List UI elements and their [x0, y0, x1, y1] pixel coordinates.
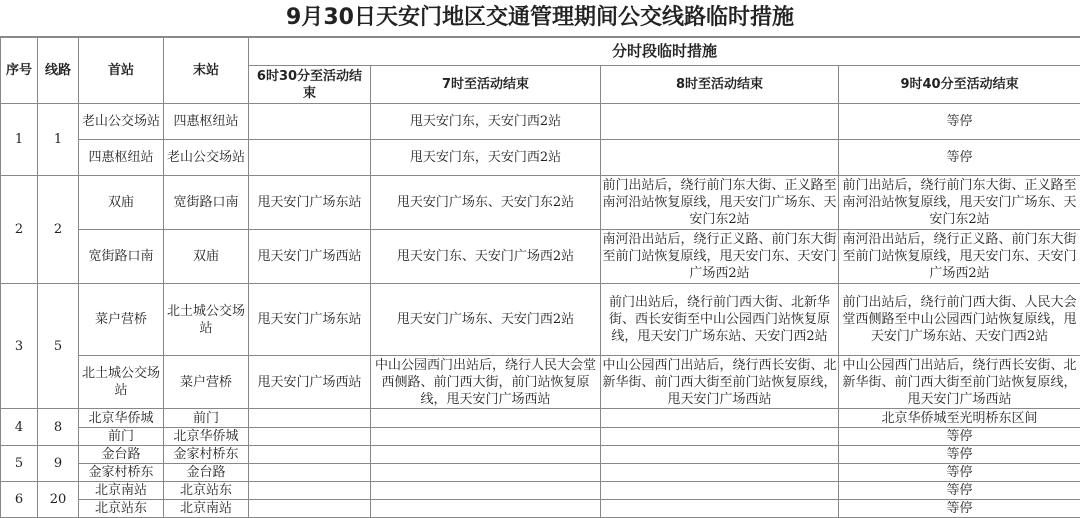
t1-cell: [249, 482, 371, 500]
last-stop-cell: 北京南站: [164, 500, 249, 518]
t2-cell: [371, 464, 601, 482]
line-cell: 2: [38, 176, 79, 284]
seq-cell: 4: [1, 409, 38, 446]
table-row: [1, 104, 1080, 140]
line-cell: 9: [38, 446, 79, 482]
first-stop-cell: 北京华侨城: [79, 409, 164, 428]
t2-cell: [371, 446, 601, 464]
first-stop-cell: 金家村桥东: [79, 464, 164, 482]
first-stop-cell: 北京站东: [79, 500, 164, 518]
header-t4: 9时40分至活动结束: [839, 66, 1080, 104]
first-stop-cell: 菜户营桥: [79, 284, 164, 356]
header-row-1: [1, 38, 1080, 66]
t1-cell: 甩天安门广场西站: [249, 230, 371, 284]
t1-cell: 甩天安门广场西站: [249, 356, 371, 409]
t4-cell: 等停: [839, 464, 1080, 482]
seq-cell: 2: [1, 176, 38, 284]
t2-cell: 甩天安门东，天安门西2站: [371, 140, 601, 176]
table-row: [1, 482, 1080, 500]
t2-cell: 甩天安门广场东、天安门东2站: [371, 176, 601, 230]
t1-cell: [249, 428, 371, 446]
t4-cell: 等停: [839, 104, 1080, 140]
t2-cell: 甩天安门东、天安门广场西2站: [371, 230, 601, 284]
t1-cell: [249, 140, 371, 176]
last-stop-cell: 北京站东: [164, 482, 249, 500]
header-last-stop: 末站: [164, 38, 249, 104]
last-stop-cell: 北京华侨城: [164, 428, 249, 446]
t4-cell: 北京华侨城至光明桥东区间: [839, 409, 1080, 428]
seq-cell: 1: [1, 104, 38, 176]
line-cell: 20: [38, 482, 79, 518]
last-stop-cell: 前门: [164, 409, 249, 428]
table-row: [1, 428, 1080, 446]
table-row: [1, 356, 1080, 409]
t2-cell: 甩天安门东，天安门西2站: [371, 104, 601, 140]
t4-cell: 等停: [839, 446, 1080, 464]
table-row: [1, 230, 1080, 284]
first-stop-cell: 前门: [79, 428, 164, 446]
t3-cell: 前门出站后，绕行前门西大街、北新华街、西长安街至中山公园西门站恢复原线，甩天安门广场东站、天安门西2站: [601, 284, 839, 356]
first-stop-cell: 双庙: [79, 176, 164, 230]
last-stop-cell: 菜户营桥: [164, 356, 249, 409]
t1-cell: 甩天安门广场东站: [249, 284, 371, 356]
t2-cell: [371, 482, 601, 500]
last-stop-cell: 金家村桥东: [164, 446, 249, 464]
line-cell: 8: [38, 409, 79, 446]
table-row: [1, 176, 1080, 230]
t2-cell: [371, 409, 601, 428]
t3-cell: [601, 140, 839, 176]
t2-cell: 甩天安门广场东、天安门西2站: [371, 284, 601, 356]
header-first-stop: 首站: [79, 38, 164, 104]
last-stop-cell: 宽街路口南: [164, 176, 249, 230]
last-stop-cell: 金台路: [164, 464, 249, 482]
last-stop-cell: 双庙: [164, 230, 249, 284]
t4-cell: 等停: [839, 482, 1080, 500]
header-group: 分时段临时措施: [249, 38, 1080, 66]
first-stop-cell: 北土城公交场站: [79, 356, 164, 409]
t4-cell: 前门出站后，绕行前门东大街、正义路至南河沿站恢复原线，甩天安门广场东、天安门东2站: [839, 176, 1080, 230]
first-stop-cell: 金台路: [79, 446, 164, 464]
page-title: 9月30日天安门地区交通管理期间公交线路临时措施: [0, 0, 1080, 37]
t4-cell: 南河沿出站后，绕行正义路、前门东大街至前门站恢复原线，甩天安门东、天安门广场西2站: [839, 230, 1080, 284]
last-stop-cell: 北土城公交场站: [164, 284, 249, 356]
last-stop-cell: 四惠枢纽站: [164, 104, 249, 140]
first-stop-cell: 宽街路口南: [79, 230, 164, 284]
t4-cell: 中山公园西门出站后，绕行西长安街、北新华街、前门西大街至前门站恢复原线，甩天安门广场西站: [839, 356, 1080, 409]
t3-cell: 南河沿出站后，绕行正义路、前门东大街至前门站恢复原线，甩天安门东、天安门广场西2站: [601, 230, 839, 284]
header-line: 线路: [38, 38, 79, 104]
t1-cell: [249, 104, 371, 140]
table-row: [1, 284, 1080, 356]
seq-cell: 5: [1, 446, 38, 482]
t1-cell: [249, 464, 371, 482]
t1-cell: [249, 446, 371, 464]
header-seq: 序号: [1, 38, 38, 104]
seq-cell: 6: [1, 482, 38, 518]
header-t2: 7时至活动结束: [371, 66, 601, 104]
last-stop-cell: 老山公交场站: [164, 140, 249, 176]
line-cell: 1: [38, 104, 79, 176]
t4-cell: 等停: [839, 428, 1080, 446]
t3-cell: [601, 104, 839, 140]
t4-cell: 前门出站后，绕行前门西大街、人民大会堂西侧路至中山公园西门站恢复原线，甩天安门广场东站、天安门西2站: [839, 284, 1080, 356]
t3-cell: 前门出站后，绕行前门东大街、正义路至南河沿站恢复原线，甩天安门广场东、天安门东2站: [601, 176, 839, 230]
t3-cell: 中山公园西门出站后，绕行西长安街、北新华街、前门西大街至前门站恢复原线，甩天安门广场西站: [601, 356, 839, 409]
t2-cell: [371, 428, 601, 446]
t3-cell: [601, 409, 839, 428]
first-stop-cell: 北京南站: [79, 482, 164, 500]
t3-cell: [601, 464, 839, 482]
first-stop-cell: 四惠枢纽站: [79, 140, 164, 176]
line-cell: 5: [38, 284, 79, 409]
t3-cell: [601, 482, 839, 500]
table-row: [1, 446, 1080, 464]
t4-cell: 等停: [839, 500, 1080, 518]
table-row: [1, 140, 1080, 176]
t1-cell: [249, 409, 371, 428]
t4-cell: 等停: [839, 140, 1080, 176]
first-stop-cell: 老山公交场站: [79, 104, 164, 140]
header-t1: 6时30分至活动结束: [249, 66, 371, 104]
seq-cell: 3: [1, 284, 38, 409]
table-row: [1, 409, 1080, 428]
t3-cell: [601, 446, 839, 464]
t2-cell: 中山公园西门出站后，绕行人民大会堂西侧路、前门西大街，前门站恢复原线，甩天安门广场西站: [371, 356, 601, 409]
header-t3: 8时至活动结束: [601, 66, 839, 104]
t1-cell: 甩天安门广场东站: [249, 176, 371, 230]
bus-measures-table: [0, 37, 1080, 518]
table-row: [1, 464, 1080, 482]
t3-cell: [601, 428, 839, 446]
